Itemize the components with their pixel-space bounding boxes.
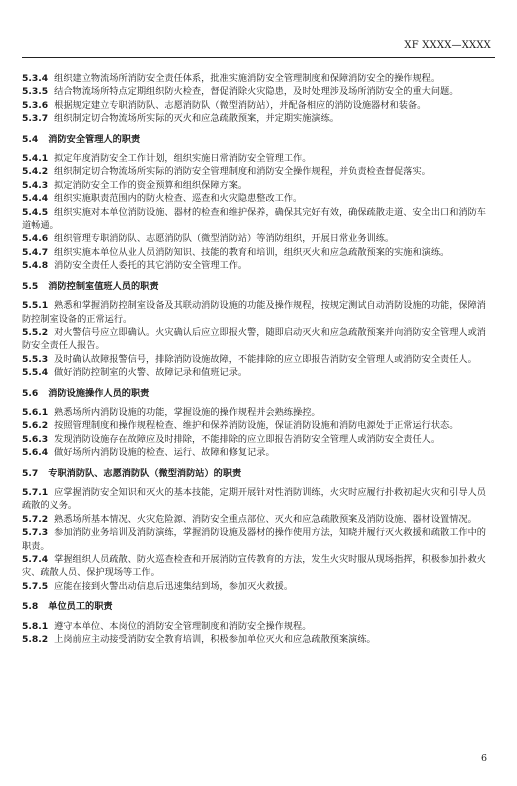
- section-heading: [22, 280, 491, 293]
- header-rule: [22, 57, 495, 58]
- clause-text: 组织制定切合物流场所实际的灭火和应急疏散预案，并定期实施演练。: [54, 113, 339, 125]
- clause-text: 应掌握消防安全知识和灭火的基本技能，定期开展针对性消防训练，火灾时应履行扑救初起火灾和引导人员疏散的义务。: [22, 486, 486, 512]
- section-number: 5.8: [22, 601, 39, 613]
- section-title: 消防设施操作人员的职责: [48, 387, 150, 399]
- clause-paragraph: [22, 85, 491, 98]
- clause-number: 5.3.5: [22, 86, 49, 98]
- clause-paragraph: [22, 513, 491, 526]
- clause-number: 5.7.2: [22, 513, 49, 525]
- clause-number: 5.3.7: [22, 113, 49, 125]
- page-number: 6: [480, 753, 487, 764]
- clause-text: 组织制定切合物流场所实际的消防安全管理制度和消防安全操作规程，并负责检查督促落实。: [54, 166, 431, 178]
- clause-paragraph: [22, 179, 491, 192]
- clause-number: 5.8.2: [22, 634, 49, 646]
- clause-number: 5.4.7: [22, 246, 49, 258]
- clause-number: 5.6.4: [22, 447, 49, 459]
- clause-text: 熟悉场所基本情况、火灾危险源、消防安全重点部位、灭火和应急疏散预案及消防设施、器材设置情况。: [54, 513, 477, 525]
- clause-paragraph: [22, 232, 491, 245]
- clause-paragraph: [22, 246, 491, 259]
- section-title: 消防安全管理人的职责: [48, 133, 141, 145]
- clause-paragraph: [22, 553, 491, 580]
- section-number: 5.5: [22, 280, 39, 292]
- clause-number: 5.5.4: [22, 367, 49, 379]
- clause-paragraph: [22, 526, 491, 553]
- clause-paragraph: [22, 99, 491, 112]
- clause-number: 5.5.3: [22, 353, 49, 365]
- clause-number: 5.6.1: [22, 406, 49, 418]
- section-number: 5.7: [22, 467, 39, 479]
- standard-code: XF XXXX—XXXX: [404, 40, 491, 51]
- clause-paragraph: [22, 192, 491, 205]
- clause-text: 做好消防控制室的火警、故障记录和值班记录。: [54, 367, 248, 379]
- section-title: 专职消防队、志愿消防队（微型消防站）的职责: [48, 467, 242, 479]
- clause-number: 5.4.6: [22, 233, 49, 245]
- clause-paragraph: [22, 446, 491, 459]
- clause-number: 5.3.4: [22, 73, 49, 84]
- clause-paragraph: [22, 580, 491, 593]
- clause-text: 结合物流场所特点定期组织防火检查，督促消除火灾隐患，及时处理涉及场所消防安全的重大问题。: [54, 86, 459, 98]
- clause-paragraph: [22, 72, 491, 85]
- clause-paragraph: [22, 299, 491, 326]
- clause-number: 5.4.2: [22, 166, 49, 178]
- clause-text: 熟悉场所内消防设施的功能，掌握设施的操作规程并会熟练操控。: [54, 406, 321, 418]
- clause-number: 5.7.4: [22, 554, 49, 565]
- clause-paragraph: [22, 620, 491, 633]
- clause-paragraph: [22, 633, 491, 646]
- clause-paragraph: [22, 353, 491, 366]
- clause-text: 对火警信号应立即确认。火灾确认后应立即报火警，随即启动灭火和应急疏散预案并向消防安全管理人或消防安全责任人报告。: [22, 326, 486, 352]
- clause-number: 5.4.5: [22, 206, 49, 218]
- clause-number: 5.6.3: [22, 433, 49, 445]
- clause-number: 5.4.8: [22, 260, 49, 272]
- clause-text: 做好场所内消防设施的检查、运行、故障和修复记录。: [54, 447, 275, 459]
- clause-text: 熟悉和掌握消防控制室设备及其联动消防设施的功能及操作规程，按规定测试自动消防设施的功能，保障消防控制室设备的正常运行。: [22, 300, 486, 325]
- clause-paragraph: [22, 152, 491, 165]
- clause-paragraph: [22, 419, 491, 432]
- clause-text: 根据规定建立专职消防队、志愿消防队（微型消防站），并配备相应的消防设施器材和装备。: [54, 99, 427, 111]
- clause-text: 组织实施职责范围内的防火检查、巡查和火灾隐患整改工作。: [54, 193, 303, 205]
- clause-paragraph: [22, 112, 491, 125]
- clause-number: 5.5.1: [22, 300, 49, 312]
- section-heading: [22, 387, 491, 400]
- clause-paragraph: [22, 326, 491, 353]
- clause-paragraph: [22, 259, 491, 272]
- clause-text: 发现消防设施存在故障应及时排除，不能排除的应立即报告消防安全管理人或消防安全责任人。: [54, 433, 441, 445]
- clause-paragraph: [22, 366, 491, 379]
- section-title: 消防控制室值班人员的职责: [48, 280, 159, 292]
- clause-number: 5.5.2: [22, 326, 49, 338]
- clause-text: 遵守本单位、本岗位的消防安全管理制度和消防安全操作规程。: [54, 620, 312, 632]
- clause-paragraph: [22, 486, 491, 513]
- clause-number: 5.7.1: [22, 486, 49, 498]
- clause-number: 5.4.4: [22, 193, 49, 205]
- clause-text: 组织管理专职消防队、志愿消防队（微型消防站）等消防组织，开展日常业务训练。: [54, 233, 395, 245]
- clause-number: 5.3.6: [22, 99, 49, 111]
- clause-paragraph: [22, 206, 491, 233]
- clause-paragraph: [22, 433, 491, 446]
- clause-text: 组织实施对本单位消防设施、器材的检查和维护保养，确保其完好有效，确保疏散走道、安全出口和消防车道畅通。: [22, 206, 486, 232]
- clause-number: 5.4.3: [22, 179, 49, 191]
- clause-paragraph: [22, 165, 491, 178]
- clause-text: 拟定年度消防安全工作计划，组织实施日常消防安全管理工作。: [54, 153, 312, 165]
- clause-text: 拟定消防安全工作的资金预算和组织保障方案。: [54, 179, 248, 191]
- clause-number: 5.4.1: [22, 153, 49, 165]
- section-number: 5.6: [22, 387, 39, 399]
- clause-number: 5.6.2: [22, 420, 49, 432]
- section-heading: [22, 467, 491, 480]
- clause-text: 组织建立物流场所消防安全责任体系，批准实施消防安全管理制度和保障消防安全的操作规程。: [54, 73, 441, 84]
- clause-paragraph: [22, 406, 491, 419]
- clause-number: 5.8.1: [22, 620, 49, 632]
- clause-text: 参加消防业务培训及消防演练，掌握消防设施及器材的操作使用方法，知晓并履行灭火救援和疏散工作中的职责。: [22, 527, 486, 552]
- clause-text: 上岗前应主动接受消防安全教育培训，积极参加单位灭火和应急疏散预案演练。: [54, 634, 376, 646]
- clause-text: 应能在接到火警出动信息后迅速集结到场，参加灭火救援。: [54, 580, 294, 592]
- clause-text: 按照管理制度和操作规程检查、维护和保养消防设施，保证消防设施和消防电源处于正常运行状态。: [54, 420, 459, 432]
- clause-number: 5.7.3: [22, 527, 49, 539]
- clause-number: 5.7.5: [22, 580, 49, 592]
- clause-text: 组织实施本单位从业人员消防知识、技能的教育和培训，组织灭火和应急疏散预案的实施和演练。: [54, 246, 450, 258]
- section-heading: [22, 133, 491, 146]
- document-body: [22, 72, 491, 646]
- clause-text: 掌握组织人员疏散、防火巡查检查和开展消防宣传教育的方法，发生火灾时服从现场指挥，积极参加扑救火灾、疏散人员、保护现场等工作。: [22, 554, 486, 579]
- section-title: 单位员工的职责: [48, 601, 113, 613]
- clause-text: 及时确认故障报警信号，排除消防设施故障，不能排除的应立即报告消防安全管理人或消防安全责任人。: [54, 353, 477, 365]
- clause-text: 消防安全责任人委托的其它消防安全管理工作。: [54, 260, 248, 272]
- section-heading: [22, 600, 491, 613]
- section-number: 5.4: [22, 133, 39, 145]
